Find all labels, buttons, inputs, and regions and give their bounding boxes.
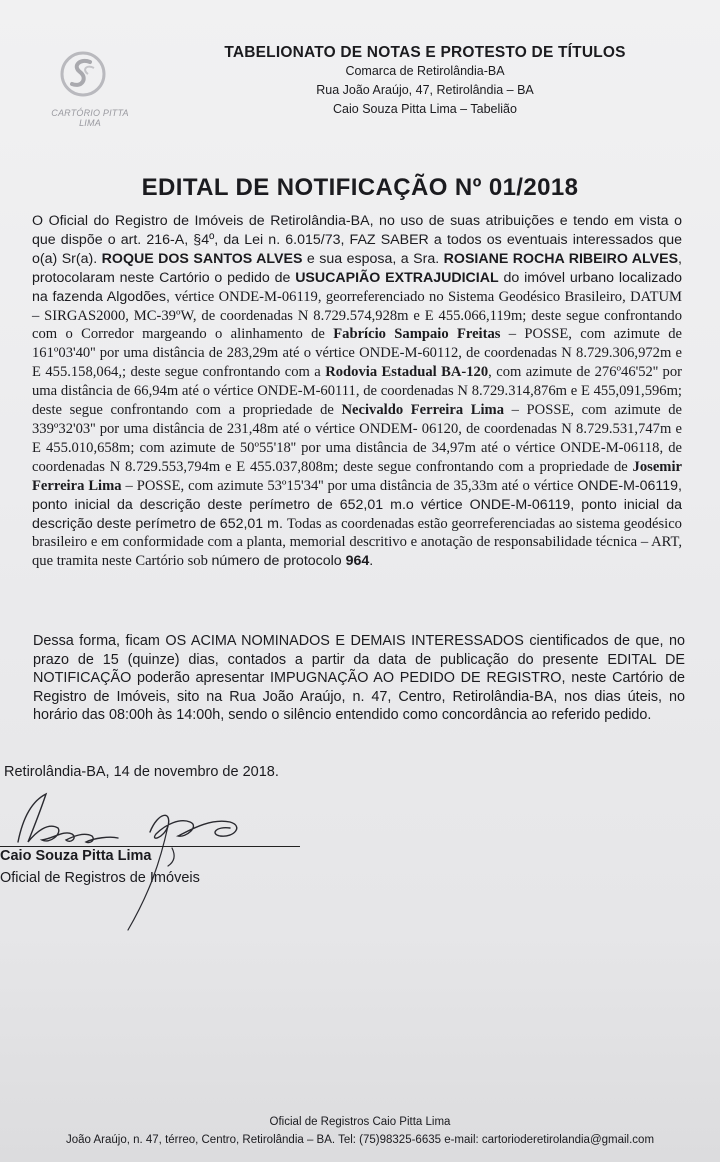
neighbor-necivaldo: Necivaldo Ferreira Lima [341,402,504,419]
perimeter-description-5: – POSSE, com azimute 53º15'34'' por uma distância de 35,33m até o vértice [121,477,578,494]
letterhead-notary: Caio Souza Pitta Lima – Tabelião [333,102,517,116]
spouse-name: ROSIANE ROCHA RIBEIRO ALVES [443,250,679,267]
notice-title: EDITAL DE NOTIFICAÇÃO Nº 01/2018 [141,174,579,201]
perimeter-description-1: vértice ONDE-M-06119, georreferenciado no Sistema Geodésico Brasileiro, DATUM – SIRGAS2000, MC-39ºW, de coordenadas N 8.729.574,928m e E 455.066,119m; deste segue confrontando com o Corredor margeando o alinhamento de [32,288,682,343]
letterhead-address: Rua João Araújo, 47, Retirolândia – BA [316,83,534,97]
p1-text-2: e sua esposa, a Sra. [302,250,444,267]
applicant-name: ROQUE DOS SANTOS ALVES [101,250,303,267]
p1-text-3: , protocolaram neste Cartório o pedido de [32,250,682,286]
protocol-number: 964 [345,553,370,570]
notary-seal-icon [52,48,114,104]
logo-text: CARTÓRIO PITTA LIMA [51,108,129,128]
p1-text-4: do imóvel urbano localizado na fazenda Algodões, [32,269,682,305]
protocol-label: número de protocolo [211,553,346,570]
georeference-statement: Todas as coordenadas estão georreferenciadas ao sistema geodésico brasileiro e em conformidade com a planta, memorial descritivo e anotação de responsabilidade técnica – ART, que tramita neste Cartório sob [32,515,682,570]
letterhead-district: Comarca de Retirolândia-BA [345,64,505,78]
footer-contact: João Araújo, n. 47, térreo, Centro, Retirolândia – BA. Tel: (75)98325-6635 e-mail: cartorioderetirolandia@gmail.com [65,1134,655,1146]
notary-logo [40,48,140,128]
perimeter-description-4: – POSSE, com azimute de 339º32'03'' por uma distância de 231,48m até o vértice ONDEM- 06120, de coordenadas N 8.729.531,747m e E 455.010,658m; com azimute de 50º55'18'' por uma distância de 34,97m até o vértice ONDE-M-06118, de coordenadas N 8.729.553,794m e E 455.037,808m; deste segue confrontando com a propriedade de [32,402,682,475]
neighbor-josemir: Josemir Ferreira Lima [32,458,682,494]
perimeter-description-3: , com azimute de 276º46'52'' por uma distância de 66,94m até o vértice ONDE-M-60111, de coordenadas N 8.729.314,876m e E 455,091,596m; deste segue confrontando com a propriedade de [32,364,682,419]
p1-end: . [369,553,374,570]
issue-date: Retirolândia-BA, 14 de novembro de 2018. [4,764,279,780]
letterhead-title: TABELIONATO DE NOTAS E PROTESTO DE TÍTULOS [224,44,626,61]
perimeter-closing: ONDE-M-06119, ponto inicial da descrição deste perímetro de 652,01 m.o vértice ONDE-M-06119, ponto inicial da descrição deste perímetro de 652,01 m. [32,477,682,532]
notice-paragraph-1 [32,212,682,571]
notice-paragraph-2: Dessa forma, ficam OS ACIMA NOMINADOS E DEMAIS INTERESSADOS cientificados de que, no prazo de 15 (quinze) dias, contados a partir da data de publicação do presente EDITAL DE NOTIFICAÇÃO poderão apresentar IMPUGNAÇÃO AO PEDIDO DE REGISTRO, neste Cartório de Registro de Imóveis, sito na Rua João Araújo, n. 47, Centro, Retirolândia-BA, nos dias úteis, no horário das 08:00h às 14:00h, sendo o silêncio entendido como concordância ao referido pedido. [33,633,685,724]
neighbor-fabricio: Fabrício Sampaio Freitas [333,326,501,343]
letterhead [150,44,700,119]
request-type: USUCAPIÃO EXTRAJUDICIAL [295,269,499,286]
signatory-role: Oficial de Registros de Imóveis [0,870,200,886]
signature-line [0,846,300,847]
perimeter-description-2: – POSSE, com azimute de 161º03'40'' por uma distância de 283,29m até o vértice ONDE-M-60112, de coordenadas N 8.729.306,972m e E 455.158,064,; deste segue confrontando com a [32,326,682,381]
signatory-name: Caio Souza Pitta Lima [0,848,152,864]
footer-officer: Oficial de Registros Caio Pitta Lima [269,1116,451,1128]
neighbor-highway: Rodovia Estadual BA-120 [325,364,489,381]
p1-text-1: O Oficial do Registro de Imóveis de Retirolândia-BA, no uso de suas atribuições e tendo em vista o que dispõe o art. 216-A, §4º, da Lei n. 6.015/73, FAZ SABER a todos os eventuais interessados que o(a) Sr(a). [32,213,682,267]
